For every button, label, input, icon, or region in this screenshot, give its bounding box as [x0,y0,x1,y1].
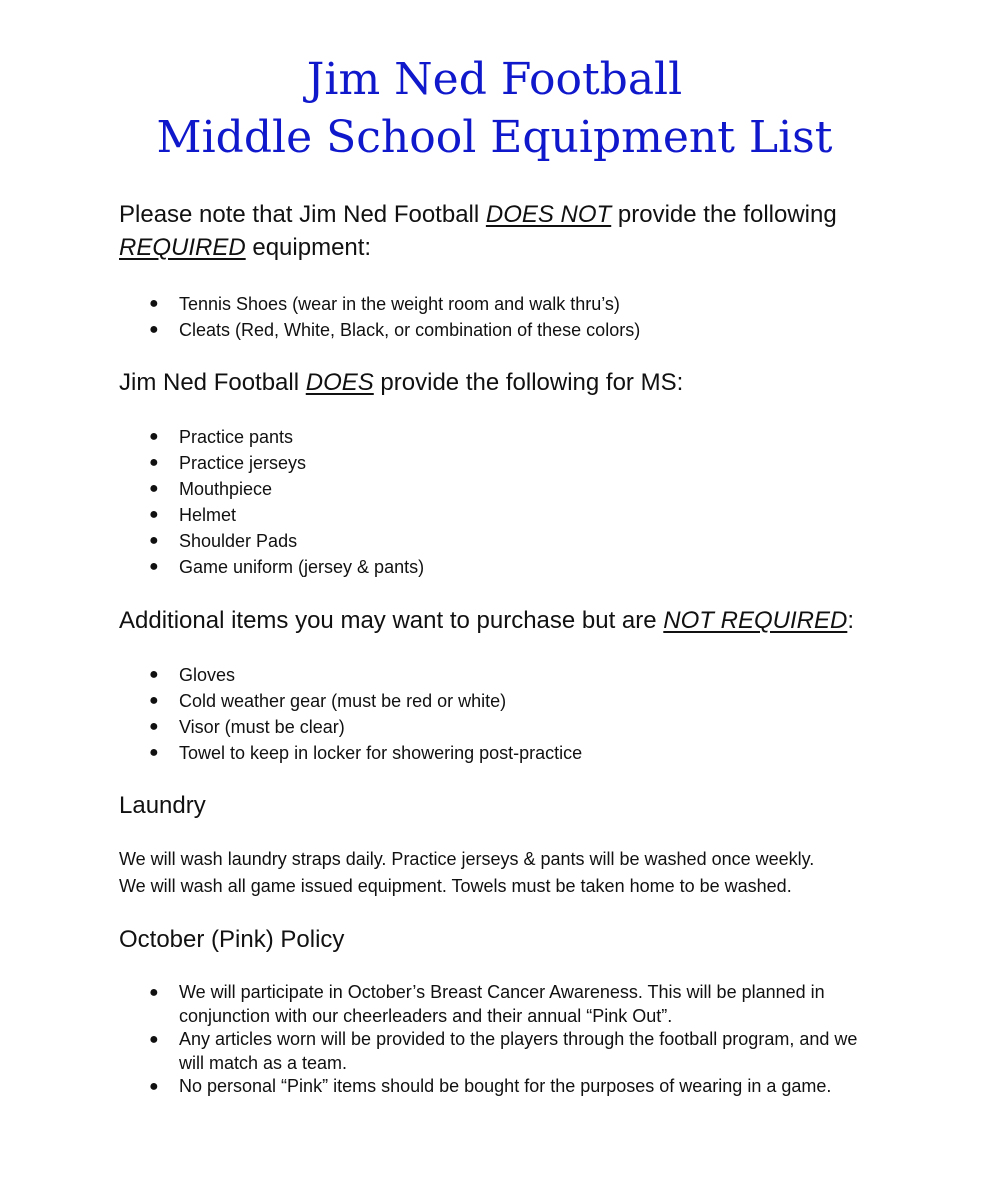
provided-text: provide the following for MS: [373,369,684,396]
laundry-text [119,846,919,900]
list-item-text: Gloves [179,665,236,685]
bullet-icon: ● [149,321,159,338]
list-item [119,740,879,766]
optional-text: Additional items you may want to purchase but are [119,607,664,634]
list-item-text: No personal “Pink” items should be bought for the purposes of wearing in a game. [179,1076,832,1096]
bullet-icon: ● [149,532,159,549]
pink-policy-list [119,981,879,1099]
bullet-icon: ● [149,1078,159,1095]
list-item-text: Visor (must be clear) [179,717,345,737]
optional-items-list [119,662,879,766]
intro-paragraph [119,198,909,264]
laundry-text-line: We will wash all game issued equipment. Towels must be taken home to be washed. [119,876,792,896]
bullet-icon: ● [149,984,159,1001]
bullet-icon: ● [149,558,159,575]
list-item-text: We will participate in October’s Breast Cancer Awareness. This will be planned in [179,982,825,1002]
list-item-text: Any articles worn will be provided to the players through the football program, and we [179,1029,858,1049]
list-item [119,450,879,476]
list-item-text: will match as a team. [179,1052,348,1073]
laundry-text-line: We will wash laundry straps daily. Practice jerseys & pants will be washed once weekly. [119,849,815,869]
list-item-text: Towel to keep in locker for showering post-practice [179,743,583,763]
list-item-text: Tennis Shoes (wear in the weight room and walk thru’s) [179,294,620,314]
bullet-icon: ● [149,295,159,312]
list-item [119,1028,879,1075]
bullet-icon: ● [149,692,159,709]
bullet-icon: ● [149,454,159,471]
list-item [119,714,879,740]
list-item-text: conjunction with our cheerleaders and their annual “Pink Out”. [179,1005,673,1026]
emphasis-does: DOES [305,369,374,396]
bullet-icon: ● [149,718,159,735]
intro-text: provide the following [611,201,837,228]
bullet-icon: ● [149,428,159,445]
emphasis-required: REQUIRED [119,234,246,261]
list-item-text: Cleats (Red, White, Black, or combination of these colors) [179,320,641,340]
list-item [119,476,879,502]
provided-items-list [119,424,879,580]
optional-text: : [847,607,854,634]
intro-text: Please note that Jim Ned Football [119,201,486,228]
provided-paragraph [119,366,909,399]
list-item [119,424,879,450]
bullet-icon: ● [149,744,159,761]
intro-text: equipment: [245,234,372,261]
list-item [119,688,879,714]
list-item-text: Cold weather gear (must be red or white) [179,691,507,711]
pink-policy-heading: October (Pink) Policy [119,926,345,953]
bullet-icon: ● [149,480,159,497]
list-item [119,662,879,688]
list-item [119,1075,879,1099]
list-item [119,528,879,554]
page-title: Jim Ned Football [306,54,683,105]
bullet-icon: ● [149,506,159,523]
laundry-heading: Laundry [119,792,206,819]
list-item [119,502,879,528]
list-item-text: Mouthpiece [179,479,273,499]
list-item-text: Practice jerseys [179,453,307,473]
emphasis-does-not: DOES NOT [485,201,612,228]
list-item [119,291,879,317]
bullet-icon: ● [149,666,159,683]
list-item [119,554,879,580]
provided-text: Jim Ned Football [119,369,306,396]
page-subtitle: Middle School Equipment List [156,112,833,163]
list-item-text: Shoulder Pads [179,531,298,551]
bullet-icon: ● [149,1031,159,1048]
optional-paragraph [119,604,909,637]
list-item-text: Practice pants [179,427,294,447]
required-items-list [119,291,879,343]
emphasis-not-required: NOT REQUIRED [663,607,848,634]
list-item [119,317,879,343]
list-item-text: Game uniform (jersey & pants) [179,557,425,577]
list-item-text: Helmet [179,505,237,525]
list-item [119,981,879,1028]
